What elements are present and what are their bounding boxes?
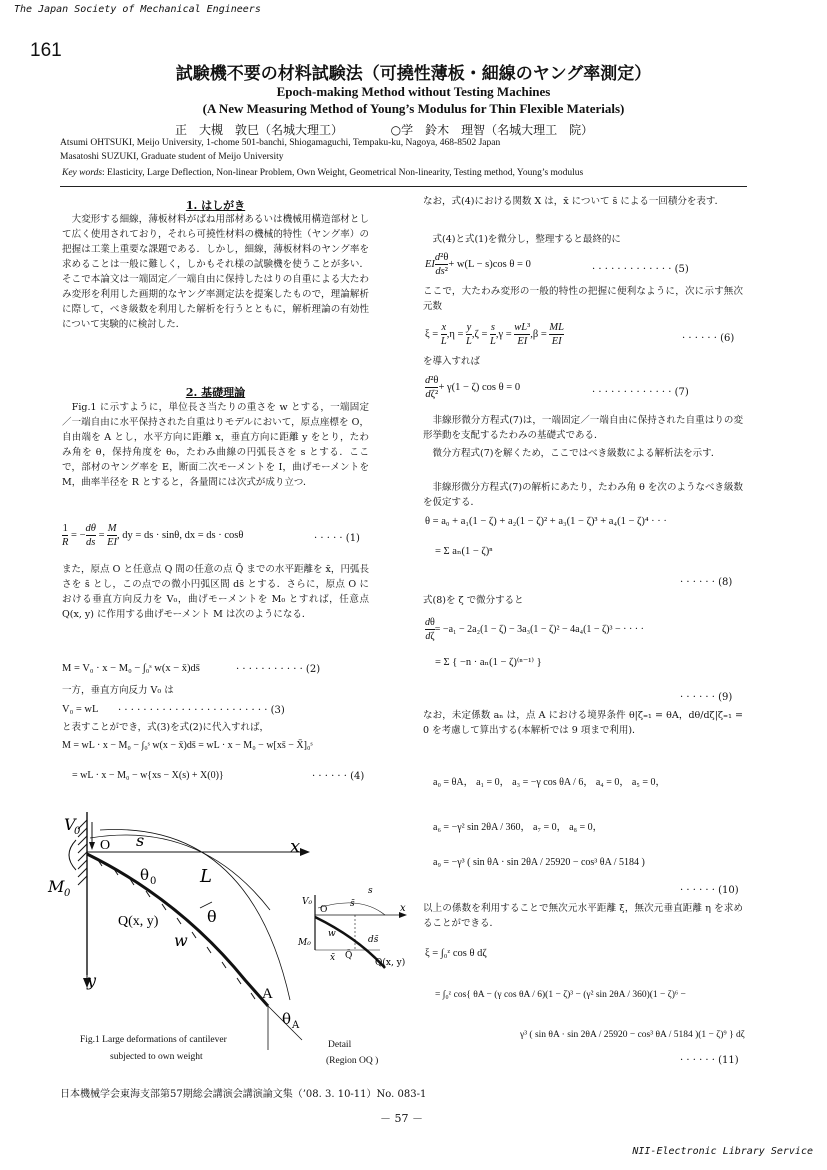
- coefficients-3: a₉ = −γ³ ( sin θA · sin 2θA / 25920 − cos³ θA / 5184 ): [433, 857, 645, 868]
- section-2-paragraph: Fig.1 に示すように，単位長さ当たりの重さを w とする，一端固定／一端自由に水平保持された自重はりモデルにおいて，原点座標を O，自由端を A とし，水平方向に距離 x，垂直方向に距離 y をとり，たわみ角を θ，保持角度を θ₀，たわみ曲線の円弧長さを s とする．ここで，部材のヤング率を E，断面二次モーメントを I，曲げモーメントを M，曲率半径を R とすると，各量間には次式が成り立つ．: [62, 402, 369, 488]
- label-v0: V: [64, 815, 76, 834]
- equation-5: EI $\frac{\text{d²θ}}{\text{ds²}}$ + w(L − s)cos θ = 0: [425, 252, 531, 277]
- m0-arrow: [69, 840, 76, 870]
- equation-9b: = Σ { −n · aₙ(1 − ζ)⁽ⁿ⁻¹⁾ }: [435, 657, 542, 668]
- society-header: The Japan Society of Mechanical Engineers: [14, 4, 261, 15]
- label-m0: M: [48, 877, 65, 896]
- affiliation-1: Atsumi OHTSUKI, Meijo University, 1-chome 501-banchi, Shiogamaguchi, Tempaku-ku, Nagoya, 468-8502 Japan: [60, 138, 501, 148]
- label-q: Q(x, y): [118, 914, 159, 929]
- eq1-frac-3: $\frac{M}{EI}$: [107, 523, 118, 548]
- equation-8a: θ = a₀ + a₁(1 − ζ) + a₂(1 − ζ)² + a₃(1 − ζ)³ + a₄(1 − ζ)⁴ · · ·: [425, 516, 667, 527]
- section-2-heading: 2. 基礎理論: [185, 386, 246, 399]
- affiliation-2: Masatoshi SUZUKI, Graduate student of Meijo University: [60, 152, 284, 162]
- right-paragraph-10: 以上の係数を利用することで無次元水平距離 ξ，無次元垂直距離 η を求めることができる．: [423, 903, 743, 929]
- detail-label-qbar: Q̄: [345, 951, 353, 961]
- figure-1: [40, 800, 430, 1075]
- eq1-frac-1: $\frac{1}{R}$: [62, 523, 69, 548]
- coefficients-2: a₆ = −γ² sin 2θA / 360， a₇ = 0， a₈ = 0，: [433, 822, 603, 833]
- right-paragraph-7: 非線形微分方程式(7)の解析にあたり，たわみ角 θ を次のようなべき級数を仮定する．: [423, 482, 743, 508]
- svg-text:0: 0: [64, 888, 71, 899]
- eq9a-tail: = −a₁ − 2a₂(1 − ζ) − 3a₃(1 − ζ)² − 4a₄(1 − ζ)³ − · · · ·: [434, 623, 644, 635]
- label-x: x: [290, 836, 301, 857]
- label-s: s: [136, 831, 145, 850]
- title-english-main: Epoch-making Method without Testing Machines: [276, 84, 551, 99]
- keywords-label: Key words: [62, 168, 103, 178]
- footer-proceedings: 日本機械学会東海支部第57期総会講演会講演論文集（’08. 3. 10-11）No. 083-1: [60, 1089, 427, 1100]
- detail-label-v0: V₀: [302, 897, 313, 907]
- detail-caption-line1: Detail: [328, 1040, 352, 1050]
- right-paragraph-6: 微分方程式(7)を解くため，ここではべき級数による解析法を示す．: [423, 448, 721, 459]
- equation-8-number: · · · · · · (8): [680, 577, 733, 588]
- author-1: 正 大槻 敦巳（名城大理工）: [175, 123, 344, 137]
- equation-3-number: · · · · · · · · · · · · · · · · · · · · · · · · (3): [118, 705, 285, 716]
- paper-number: 161: [30, 40, 62, 61]
- equation-1: $\frac{1}{R}$ = − $\frac{d\theta}{ds}$ = $\frac{M}{EI}$ , dy = ds · sinθ, dx = ds · cosθ: [62, 523, 244, 548]
- eq1-tail: , dy = ds · sinθ, dx = ds · cosθ: [117, 529, 244, 541]
- paragraph-3: また，原点 O と任意点 Q 間の任意の点 Q̄ までの水平距離を x̄，円弧長さを s̄ とし，この点での微小円弧区間 ds̄ とする．さらに，原点 O における垂直方向反力を V₀，曲げモーメントを M₀ とすれば，任意点 Q(x, y) に作用する曲げモーメント M は次のようになる．: [62, 564, 369, 620]
- detail-label-x: x: [400, 903, 406, 914]
- title-japanese: 試験機不要の材料試験法（可撓性薄板・細線のヤング率測定）: [175, 64, 652, 84]
- equation-9a: $\frac{d\theta}{d\zeta}$ = −a₁ − 2a₂(1 − ζ) − 3a₃(1 − ζ)² − 4a₄(1 − ζ)³ − · · · ·: [425, 617, 644, 642]
- author-2: ○学 鈴木 理智（名城大理工 院）: [390, 123, 594, 137]
- eq7-tail: + γ(1 − ζ) cos θ = 0: [438, 381, 521, 393]
- label-y: y: [87, 971, 97, 990]
- right-paragraph-9: なお，未定係数 aₙ は，点 A における境界条件 θ|ζ₌₁ = θA，dθ/dζ|ζ₌₁ = 0 を考慮して算出する(本解析では 9 項まで利用)．: [423, 710, 743, 736]
- equation-6-number: · · · · · · (6): [682, 333, 735, 344]
- equation-11-number: · · · · · · (11): [680, 1055, 739, 1066]
- page-number: － 57 －: [380, 1112, 423, 1125]
- svg-text:0: 0: [150, 876, 157, 887]
- label-L: L: [200, 866, 212, 887]
- equation-5-number: · · · · · · · · · · · · · (5): [592, 264, 689, 275]
- coefficients-1: a₀ = θA， a₁ = 0， a₃ = −γ cos θA / 6， a₄ = 0， a₅ = 0，: [433, 777, 666, 788]
- equation-9-number: · · · · · · (9): [680, 692, 733, 703]
- equation-4a: M = wL · x − M₀ − ∫₀ˢ w(x − x̄)ds̄ = wL · x − M₀ − w[xs̄ − X̄]₀ˢ: [62, 740, 313, 751]
- equation-8b: = Σ aₙ(1 − ζ)ⁿ: [435, 546, 493, 557]
- detail-label-m0: M₀: [298, 938, 311, 948]
- detail-label-dsbar: ds̄: [368, 935, 379, 945]
- figure-caption-line2: subjected to own weight: [110, 1052, 203, 1062]
- arc-length-arrow: [90, 835, 270, 910]
- label-origin: O: [100, 838, 111, 853]
- equation-2-number: · · · · · · · · · · · (2): [236, 664, 321, 675]
- x-axis-arrow: [300, 848, 310, 856]
- eq5-tail: + w(L − s)cos θ = 0: [448, 258, 531, 270]
- equation-11c: γ³ ( sin θA · sin 2θA / 25920 − cos³ θA / 5184 )(1 − ζ)⁹ } dζ: [520, 1030, 745, 1040]
- right-paragraph-5: 非線形微分方程式(7)は，一端固定／一端自由に保持された自重はりの変形挙動を支配するたわみの基礎式である．: [423, 415, 743, 441]
- right-paragraph-8: 式(8)を ζ で微分すると: [423, 595, 524, 606]
- label-w: w: [174, 931, 188, 950]
- section-1-paragraph: 大変形する細線，薄板材料がばね用部材あるいは機械用構造部材として広く使用されており，それら可撓性材料の機械的特性（ヤング率）の把握は工業上重要な課題である．しかし，細線，薄板材料のヤング率を求めることは一般に難しく，しかもそれ様の試験機を使うことが多い．そこで本論文は一端固定／一端自由に保持したはりの自重による大たわみ変形を利用した画期的なヤング率測定法を提案したもので，理論解析に際して，べき級数を利用した解析を行うとともに，解析理論の有効性について実験的に検討した．: [62, 214, 369, 330]
- detail-label-qxy: Q(x, y): [375, 958, 406, 968]
- keywords-text: : Elasticity, Large Deflection, Non-linear Problem, Own Weight, Geometrical Non-linearity, Testing method, Young’s modulus: [102, 168, 584, 178]
- detail-label-o: O: [320, 905, 328, 915]
- equation-7: $\frac{\text{d²θ}}{\text{dζ²}}$ + γ(1 − ζ) cos θ = 0: [425, 375, 521, 400]
- eq1-frac-2: $\frac{d\theta}{ds}$: [85, 523, 96, 548]
- section-1-heading: 1. はしがき: [185, 199, 246, 212]
- equation-3: V₀ = wL: [62, 704, 99, 715]
- figure-caption-line1: Fig.1 Large deformations of cantilever: [80, 1035, 227, 1045]
- right-paragraph-4: を導入すれば: [423, 356, 481, 367]
- detail-label-s: s: [368, 886, 373, 896]
- header-divider: [60, 186, 747, 187]
- nii-service-label: NII-Electronic Library Service: [632, 1146, 813, 1157]
- detail-label-xbar: x̄: [330, 953, 336, 963]
- paragraph-5: と表すことができ，式(3)を式(2)に代入すれば，: [62, 722, 270, 733]
- main-diagram: [47, 812, 313, 1050]
- equation-1-number: · · · · · (1): [314, 533, 360, 544]
- equation-4-number: · · · · · · (4): [312, 771, 365, 782]
- title-english-sub: (A New Measuring Method of Young’s Modulus for Thin Flexible Materials): [202, 101, 625, 116]
- detail-caption-line2: (Region OQ ): [326, 1056, 379, 1066]
- authors: [175, 121, 593, 138]
- equation-11a: ξ = ∫₀ᶻ cos θ dζ: [425, 948, 487, 959]
- label-theta: θ: [207, 907, 217, 926]
- label-A: A: [262, 986, 273, 1002]
- right-paragraph-3: ここで，大たわみ変形の一般的特性の把握に便利なように，次に示す無次元数: [423, 286, 743, 312]
- equation-4b: = wL · x − M₀ − w{xs − X(s) + X(0)}: [72, 770, 224, 781]
- detail-label-sbar: s̄: [350, 899, 355, 909]
- right-paragraph-1: なお，式(4)における関数 X は，x̄ について s̄ による一回積分を表す．: [423, 196, 725, 207]
- equation-6: ξ = $\frac{x}{L}$ ,η = $\frac{y}{L}$ ,ζ = $\frac{s}{L}$ ,γ = $\frac{\text{wL³}}{EI}$ ,β = $\frac{ML}{EI}$: [425, 322, 565, 347]
- detail-diagram: [297, 886, 407, 968]
- equation-11b: = ∫₀ᶻ cos{ θA − (γ cos θA / 6)(1 − ζ)³ − (γ² sin 2θA / 360)(1 − ζ)⁶ −: [435, 990, 686, 1000]
- equation-10-number: · · · · · · (10): [680, 885, 739, 896]
- right-paragraph-2: 式(4)と式(1)を微分し，整理すると最終的に: [423, 234, 621, 245]
- svg-text:0: 0: [74, 826, 81, 837]
- svg-text:A: A: [292, 1020, 300, 1031]
- keywords: [62, 168, 583, 178]
- equation-7-number: · · · · · · · · · · · · · (7): [592, 387, 689, 398]
- label-theta0: θ: [140, 866, 150, 884]
- equation-2: M = V₀ · x − M₀ − ∫₀ˢ w(x − x̄)ds̄: [62, 663, 200, 674]
- distributed-load: [98, 860, 255, 999]
- paragraph-4: 一方，垂直方向反力 V₀ は: [62, 685, 174, 696]
- label-thetaA: θ: [282, 1010, 292, 1028]
- detail-label-w: w: [328, 929, 336, 939]
